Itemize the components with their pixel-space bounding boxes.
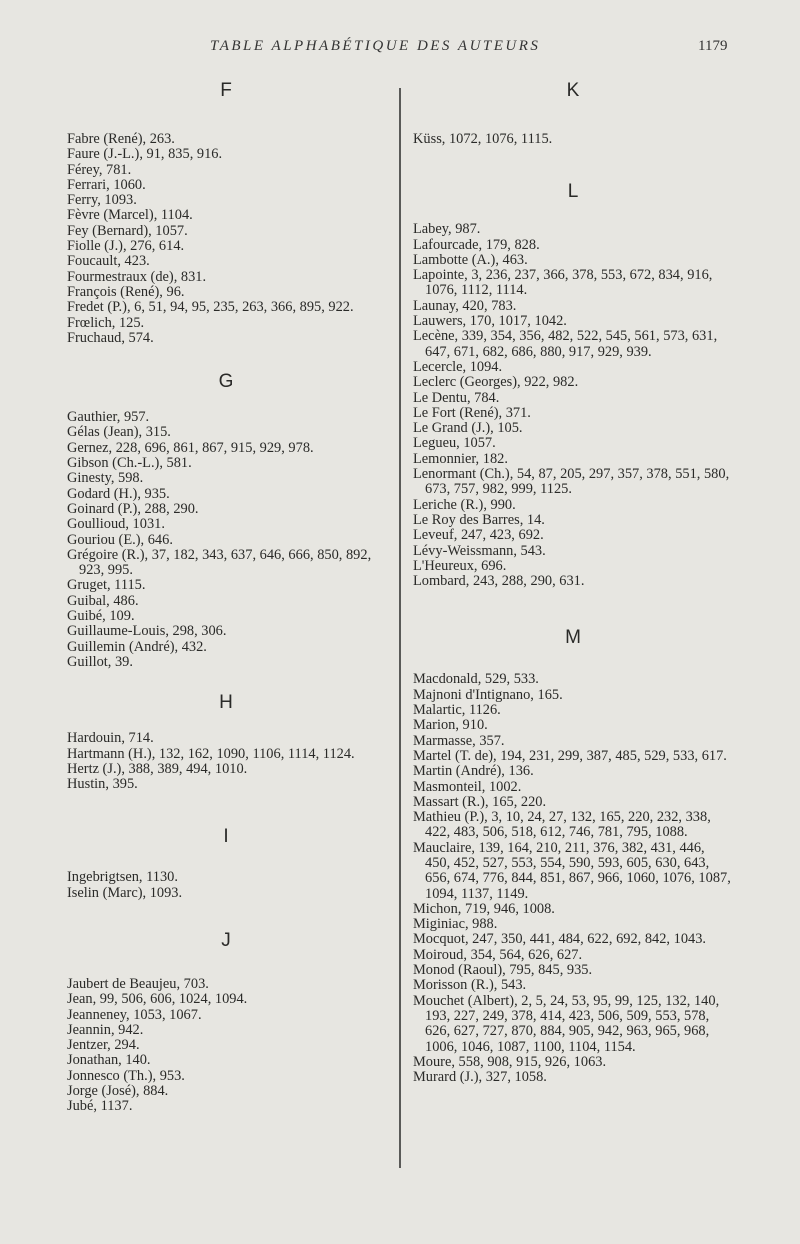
index-entry: Malartic, 1126. — [413, 702, 501, 719]
index-entry: Miginiac, 988. — [413, 916, 498, 933]
index-entry: Le Grand (J.), 105. — [413, 420, 523, 437]
index-entry: Marmasse, 357. — [413, 732, 505, 749]
index-entry: Frœlich, 125. — [67, 314, 145, 331]
index-entry: Lecène, 339, 354, 356, 482, 522, 545, 561, 573, 631, 647, 671, 682, 686, 880, 917, 929, 939. — [413, 328, 718, 360]
section-m — [413, 627, 733, 1085]
section-letter: J — [221, 929, 231, 951]
index-entry: Gernez, 228, 696, 861, 867, 915, 929, 978. — [67, 439, 314, 456]
index-entry: Macdonald, 529, 533. — [413, 671, 539, 688]
index-entry: Hartmann (H.), 132, 162, 1090, 1106, 1114, 1124. — [67, 745, 355, 762]
index-entry: Guillot, 39. — [67, 653, 133, 670]
index-entry: Jorge (José), 884. — [67, 1083, 169, 1100]
index-entry: Jonnesco (Th.), 953. — [67, 1067, 185, 1084]
index-entry: Hertz (J.), 388, 389, 494, 1010. — [67, 760, 248, 777]
index-entry: Godard (H.), 935. — [67, 485, 170, 502]
index-entry: Gruget, 1115. — [67, 577, 146, 594]
index-entry: Fruchaud, 574. — [67, 329, 154, 346]
index-entry: Michon, 719, 946, 1008. — [413, 900, 555, 917]
index-entry: Le Dentu, 784. — [413, 389, 500, 406]
section-k — [413, 80, 733, 147]
index-entry: Guibé, 109. — [67, 608, 135, 625]
section-j — [67, 930, 385, 1115]
index-entry: Jonathan, 140. — [67, 1052, 151, 1069]
index-entry: Jeannin, 942. — [67, 1021, 144, 1038]
section-letter: K — [566, 80, 580, 101]
section-letter: I — [223, 826, 229, 848]
index-entry: Martel (T. de), 194, 231, 299, 387, 485, 529, 533, 617. — [413, 747, 727, 764]
index-entry: Lauwers, 170, 1017, 1042. — [413, 313, 567, 330]
section-letter: G — [218, 371, 234, 393]
index-entry: Lemonnier, 182. — [413, 450, 508, 467]
running-title: TABLE ALPHABÉTIQUE DES AUTEURS — [210, 38, 541, 54]
index-entry: Mouchet (Albert), 2, 5, 24, 53, 95, 99, 125, 132, 140, 193, 227, 249, 378, 414, 423, 506, 509, 553, 578, 626, 627, 727, 870, 884, 905, 942, 963, 965, 968, 1006, 1046, 1087, 1100, 1104, 1154. — [413, 992, 720, 1055]
index-entry: Leclerc (Georges), 922, 982. — [413, 374, 579, 391]
entry-list — [413, 222, 733, 589]
index-entry: Grégoire (R.), 37, 182, 343, 637, 646, 666, 850, 892, 923, 995. — [67, 546, 372, 579]
index-entry: Fabre (René), 263. — [67, 131, 175, 147]
index-entry: Jaubert de Beaujeu, 703. — [67, 975, 209, 992]
index-entry: Lévy-Weissmann, 543. — [413, 542, 546, 559]
index-entry: Moiroud, 354, 564, 626, 627. — [413, 946, 583, 963]
index-entry: Mathieu (P.), 3, 10, 24, 27, 132, 165, 220, 232, 338, 422, 483, 506, 518, 612, 746, 781, 795, 1088. — [413, 809, 711, 841]
index-entry: Le Fort (René), 371. — [413, 404, 531, 421]
section-f — [67, 80, 385, 346]
entry-list — [67, 977, 385, 1115]
index-entry: Fourmestraux (de), 831. — [67, 268, 207, 285]
index-entry: Jean, 99, 506, 606, 1024, 1094. — [67, 991, 248, 1008]
index-entry: Lapointe, 3, 236, 237, 366, 378, 553, 672, 834, 916, 1076, 1112, 1114. — [413, 267, 713, 299]
entry-list — [413, 672, 733, 1085]
entry-list — [67, 731, 385, 792]
index-entry: Martin (André), 136. — [413, 763, 534, 780]
index-entry: Le Roy des Barres, 14. — [413, 511, 545, 528]
entry-list — [67, 410, 385, 670]
index-entry: Férey, 781. — [67, 161, 132, 178]
entry-list — [67, 870, 385, 901]
section-letter: F — [220, 80, 232, 101]
index-entry: Fèvre (Marcel), 1104. — [67, 207, 193, 224]
index-entry: Labey, 987. — [413, 221, 481, 238]
section-g — [67, 371, 385, 670]
index-entry: Lafourcade, 179, 828. — [413, 236, 540, 253]
section-i — [67, 826, 385, 901]
index-entry: Jubé, 1137. — [67, 1098, 133, 1115]
index-entry: Marion, 910. — [413, 717, 488, 734]
index-entry: Lenormant (Ch.), 54, 87, 205, 297, 357, 378, 551, 580, 673, 757, 982, 999, 1125. — [413, 466, 730, 498]
index-entry: Hardouin, 714. — [67, 730, 154, 747]
index-entry: Küss, 1072, 1076, 1115. — [413, 131, 553, 147]
index-entry: Moure, 558, 908, 915, 926, 1063. — [413, 1053, 607, 1070]
index-entry: Gélas (Jean), 315. — [67, 424, 171, 441]
index-entry: Iselin (Marc), 1093. — [67, 884, 183, 901]
index-entry: Goullioud, 1031. — [67, 516, 165, 533]
index-entry: Guibal, 486. — [67, 592, 139, 609]
index-entry: Jentzer, 294. — [67, 1037, 140, 1054]
index-entry: Mauclaire, 139, 164, 210, 211, 376, 382, 431, 446, 450, 452, 527, 553, 554, 590, 593, 605, 630, 643, 656, 674, 776, 844, 851, 867, 966, 1060, 1076, 1087, 1094, 1137, 1149. — [413, 839, 731, 902]
index-entry: Gouriou (E.), 646. — [67, 531, 173, 548]
index-entry: Leveuf, 247, 423, 692. — [413, 527, 544, 544]
index-entry: Leriche (R.), 990. — [413, 496, 516, 513]
index-entry: Gauthier, 957. — [67, 409, 150, 426]
index-entry: Gibson (Ch.-L.), 581. — [67, 455, 192, 472]
index-entry: Legueu, 1057. — [413, 435, 496, 452]
index-entry: Lombard, 243, 288, 290, 631. — [413, 573, 585, 590]
index-entry: Fredet (P.), 6, 51, 94, 95, 235, 263, 366, 895, 922. — [67, 299, 354, 316]
index-entry: Guillaume-Louis, 298, 306. — [67, 623, 227, 640]
index-entry: Ferry, 1093. — [67, 192, 137, 209]
section-l — [413, 181, 733, 589]
index-entry: Faure (J.-L.), 91, 835, 916. — [67, 146, 223, 163]
page-number: 1179 — [698, 38, 728, 54]
index-entry: Massart (R.), 165, 220. — [413, 793, 547, 810]
index-entry: Masmonteil, 1002. — [413, 778, 522, 795]
index-entry: Fey (Bernard), 1057. — [67, 222, 188, 239]
entry-list — [67, 132, 385, 346]
index-entry: Jeanneney, 1053, 1067. — [67, 1006, 202, 1023]
index-entry: Murard (J.), 327, 1058. — [413, 1069, 547, 1086]
entry-list — [413, 132, 733, 147]
index-entry: Fiolle (J.), 276, 614. — [67, 238, 185, 255]
index-entry: Guillemin (André), 432. — [67, 638, 207, 655]
index-entry: Majnoni d'Intignano, 165. — [413, 686, 563, 703]
left-column — [67, 80, 385, 1115]
index-entry: Ferrari, 1060. — [67, 176, 146, 193]
index-entry: Ingebrigtsen, 1130. — [67, 869, 178, 886]
section-letter: L — [567, 181, 579, 203]
index-entry: Lambotte (A.), 463. — [413, 251, 528, 268]
index-entry: Launay, 420, 783. — [413, 297, 517, 314]
index-entry: Foucault, 423. — [67, 253, 150, 270]
index-entry: François (René), 96. — [67, 283, 185, 300]
section-letter: H — [219, 692, 233, 714]
section-letter: M — [565, 627, 581, 649]
index-entry: Goinard (P.), 288, 290. — [67, 500, 199, 517]
index-entry: Monod (Raoul), 795, 845, 935. — [413, 962, 593, 979]
index-entry: L'Heureux, 696. — [413, 557, 507, 574]
index-entry: Mocquot, 247, 350, 441, 484, 622, 692, 842, 1043. — [413, 931, 707, 948]
column-divider — [399, 88, 401, 1168]
right-column — [413, 80, 733, 1085]
section-h — [67, 692, 385, 792]
index-entry: Hustin, 395. — [67, 776, 138, 793]
index-entry: Lecercle, 1094. — [413, 358, 503, 375]
index-entry: Morisson (R.), 543. — [413, 977, 527, 994]
index-entry: Ginesty, 598. — [67, 470, 144, 487]
